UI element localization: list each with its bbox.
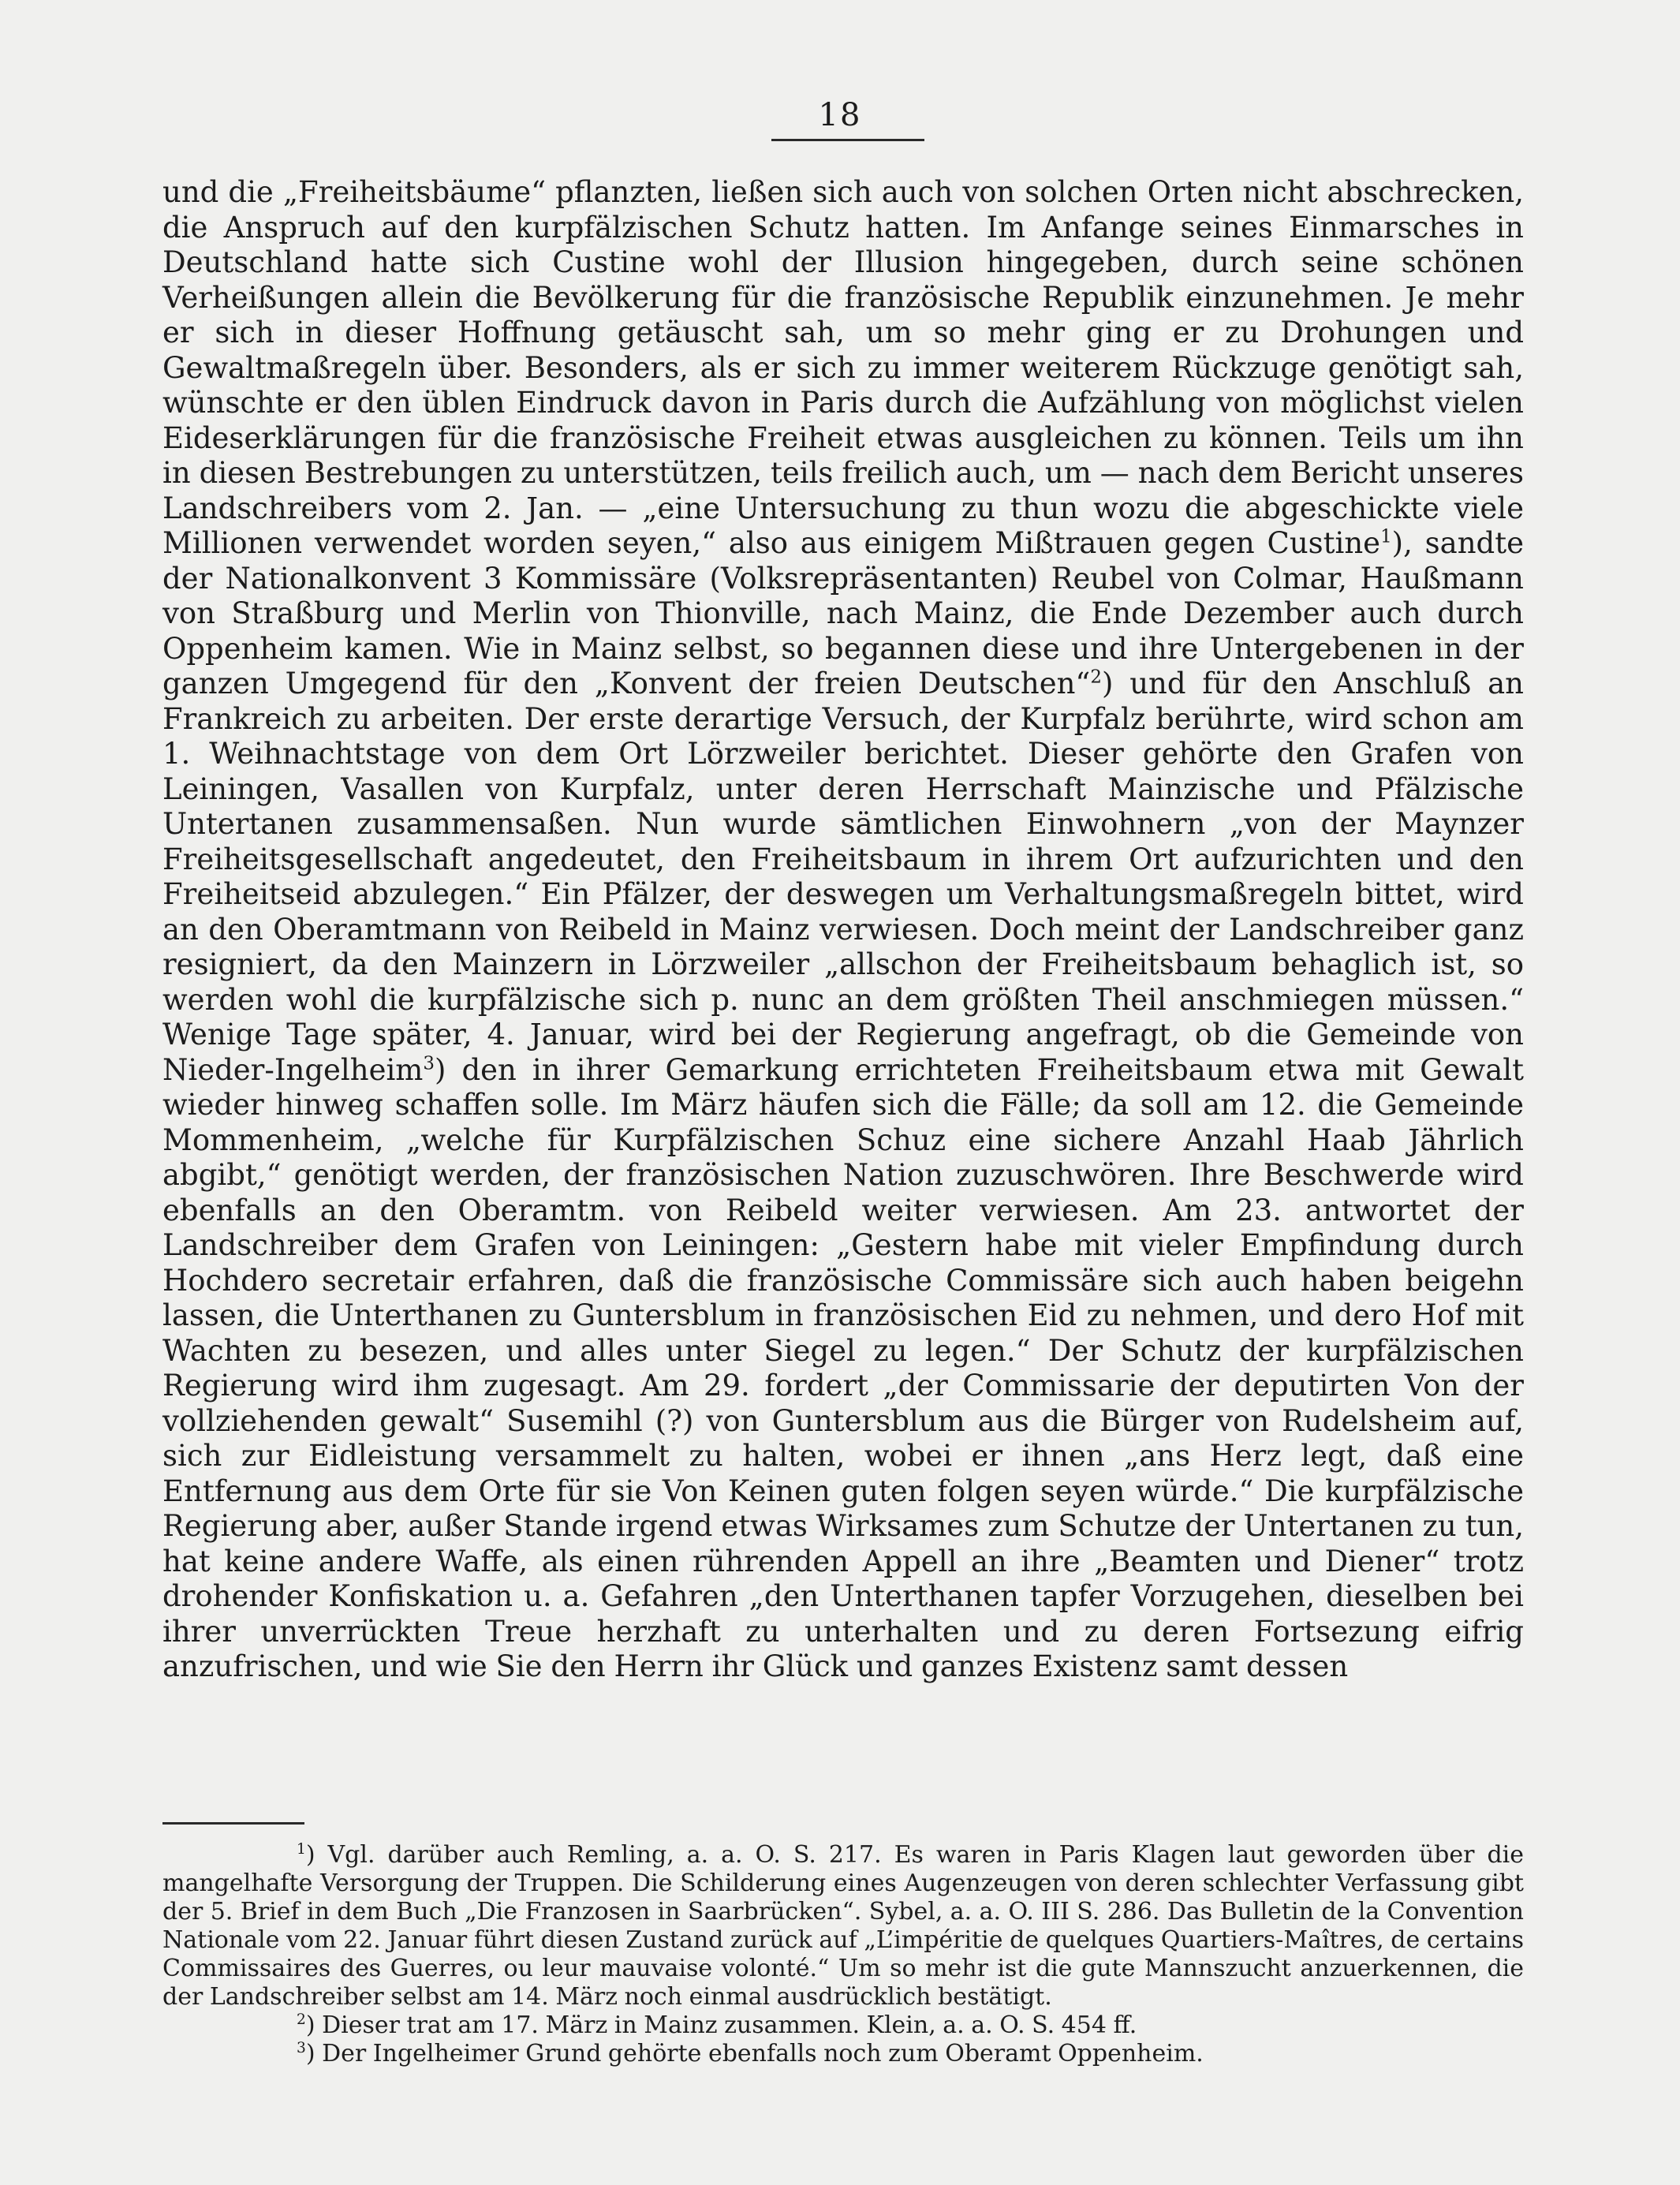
footnote-rule (162, 1822, 304, 1825)
footnote-mark: 3 (297, 2040, 306, 2056)
footnote-text: ) Vgl. darüber auch Remling, a. a. O. S. 217. Es waren in Paris Klagen laut geworden über die mangelhafte Versorgung der Truppen. Die Schilderung eines Augenzeugen von deren schlechter Verfassung gibt der 5. Brief in dem Buch „Die Franzosen in Saarbrücken“. Sybel, a. a. O. III S. 286. Das Bulletin de la Convention Nationale vom 22. Januar führt diesen Zustand zurück auf „L’impéritie de quelques Quartiers-Maîtres, de certains Commissaires des Guerres, ou leur mauvaise volonté.“ Um so mehr ist die gute Mannszucht anzuerkennen, die der Landschreiber selbst am 14. März noch einmal ausdrücklich bestätigt. (162, 1841, 1524, 2011)
footnote-ref-1: 1 (1380, 526, 1392, 547)
footnote-3 (162, 2040, 1524, 2068)
footnotes (162, 1841, 1524, 2068)
footnote-ref-2: 2 (1090, 667, 1102, 688)
paragraph-text-3: ) und für den Anschluß an Frankreich zu arbeiten. Der erste derartige Versuch, der Kurpfalz berührte, wird schon am 1. Weihnachtstage von dem Ort Lörzweiler berichtet. Dieser gehörte den Grafen von Leiningen, Vasallen von Kurpfalz, unter deren Herrschaft Mainzische und Pfälzische Untertanen zusammensaßen. Nun wurde sämtlichen Einwohnern „von der Maynzer Freiheitsgesellschaft angedeutet, den Freiheitsbaum in ihrem Ort aufzurichten und den Freiheitseid abzulegen.“ Ein Pfälzer, der deswegen um Verhaltungsmaßregeln bittet, wird an den Oberamtmann von Reibeld in Mainz verwiesen. Doch meint der Landschreiber ganz resigniert, da den Mainzern in Lörzweiler „allschon der Freiheitsbaum behaglich ist, so werden wohl die kurpfälzische sich p. nunc an dem größten Theil anschmiegen müssen.“ Wenige Tage später, 4. Januar, wird bei der Regierung angefragt, ob die Gemeinde von Nieder-Ingelheim (162, 667, 1524, 1087)
paragraph-text-2: ), sandte der Nationalkonvent 3 Kommissäre (Volksrepräsentanten) Reubel von Colmar, Haußmann von Straßburg und Merlin von Thionville, nach Mainz, die Ende Dezember auch durch Oppenheim kamen. Wie in Mainz selbst, so begannen diese und ihre Untergebenen in der ganzen Umgegend für den „Konvent der freien Deutschen“ (162, 526, 1524, 700)
body-text (162, 175, 1524, 1685)
paragraph-text-1: und die „Freiheitsbäume“ pflanzten, ließen sich auch von solchen Orten nicht abschrecken, die Anspruch auf den kurpfälzischen Schutz hatten. Im Anfange seines Einmarsches in Deutschland hatte sich Custine wohl der Illusion hingegeben, durch seine schönen Verheißungen allein die Bevölkerung für die französische Republik einzunehmen. Je mehr er sich in dieser Hoffnung getäuscht sah, um so mehr ging er zu Drohungen und Gewaltmaßregeln über. Besonders, als er sich zu immer weiterem Rückzuge genötigt sah, wünschte er den üblen Eindruck davon in Paris durch die Aufzählung von möglichst vielen Eideserklärungen für die französische Freiheit etwas ausgleichen zu können. Teils um ihn in diesen Bestrebungen zu unterstützen, teils freilich auch, um — nach dem Bericht unseres Landschreibers vom 2. Jan. — „eine Untersuchung zu thun wozu die abgeschickte viele Millionen verwendet worden seyen,“ also aus einigem Mißtrauen gegen Custine (162, 175, 1524, 560)
main-paragraph (162, 175, 1524, 1685)
footnote-text: ) Der Ingelheimer Grund gehörte ebenfalls noch zum Oberamt Oppenheim. (305, 2040, 1204, 2067)
footnote-2 (162, 2011, 1524, 2040)
paragraph-text-4: ) den in ihrer Gemarkung errichteten Freiheitsbaum etwa mit Gewalt wieder hinweg schaffen solle. Im März häufen sich die Fälle; da soll am 12. die Gemeinde Mommenheim, „welche für Kurpfälzischen Schuz eine sichere Anzahl Haab Jährlich abgibt,“ genötigt werden, der französischen Nation zuzuschwören. Ihre Beschwerde wird ebenfalls an den Oberamtm. von Reibeld weiter verwiesen. Am 23. antwortet der Landschreiber dem Grafen von Leiningen: „Gestern habe mit vieler Empfindung durch Hochdero secretair erfahren, daß die französische Commissäre sich auch haben beigehn lassen, die Unterthanen zu Guntersblum in französischen Eid zu nehmen, und dero Hof mit Wachten zu besezen, und alles unter Siegel zu legen.“ Der Schutz der kurpfälzischen Regierung wird ihm zugesagt. Am 29. fordert „der Commissarie der deputirten Von der vollziehenden gewalt“ Susemihl (?) von Guntersblum aus die Bürger von Rudelsheim auf, sich zur Eidleistung versammelt zu halten, wobei er ihnen „ans Herz legt, daß eine Entfernung aus dem Orte für sie Von Keinen guten folgen seyen würde.“ Die kurpfälzische Regierung aber, außer Stande irgend etwas Wirksames zum Schutze der Untertanen zu tun, hat keine andere Waffe, als einen rührenden Appell an ihre „Beamten und Diener“ trotz drohender Konfiskation u. a. Gefahren „den Unterthanen tapfer Vorzugehen, dieselben bei ihrer unverrückten Treue herzhaft zu unterhalten und zu deren Fortsezung eifrig anzufrischen, und wie Sie den Herrn ihr Glück und ganzes Existenz samt dessen (162, 1052, 1524, 1683)
footnote-text: ) Dieser trat am 17. März in Mainz zusammen. Klein, a. a. O. S. 454 ff. (305, 2011, 1137, 2039)
footnote-mark: 1 (297, 1841, 306, 1858)
page-number: 18 (818, 97, 862, 133)
page-number-rule (771, 139, 924, 141)
footnote-mark: 2 (297, 2011, 306, 2028)
footnote-ref-3: 3 (423, 1053, 435, 1074)
footnote-1 (162, 1841, 1524, 2011)
